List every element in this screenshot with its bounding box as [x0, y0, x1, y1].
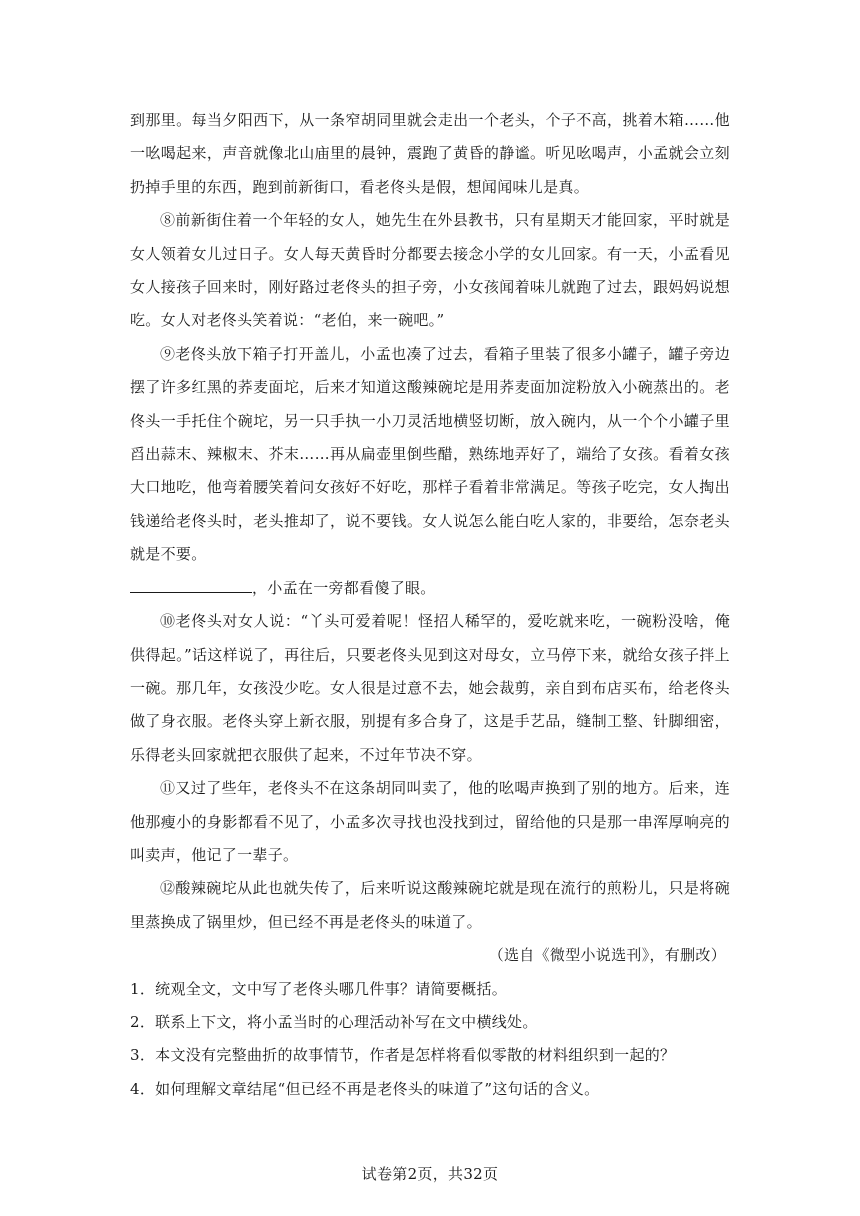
question-4: 4．如何理解文章结尾“但已经不再是老佟头的味道了”这句话的含义。 — [130, 1079, 600, 1098]
paragraph-11: ⑪又过了些年，老佟头不在这条胡同叫卖了，他的吆喝声换到了别的地方。后来，连他那瘦小的身影都看不见了，小孟多次寻找也没找到过，留给他的只是那一串浑厚响亮的叫卖声，他记了一辈子。 — [130, 779, 730, 864]
answer-blank-line[interactable] — [130, 574, 252, 593]
question-1: 1．统观全文，文中写了老佟头哪几件事？请简要概括。 — [130, 979, 508, 998]
question-3: 3．本文没有完整曲折的故事情节，作者是怎样将看似零散的材料组织到一起的？ — [130, 1046, 676, 1065]
source-citation: （选自《微型小说选刊》，有删改） — [488, 946, 726, 965]
paragraph-9-text: ⑨老佟头放下箱子打开盖儿，小孟也凑了过去，看箱子里装了很多小罐子，罐子旁边摆了许多红黑的荞麦面坨，后来才知道这酸辣碗坨是用荞麦面加淀粉放入小碗蒸出的。老佟头一手托住个碗坨，另一只手执一小刀灵活地横竖切断，放入碗内，从一个个小罐子里舀出蒜末、辣椒末、芥末……再从扁壶里倒些醋，熟练地弄好了，端给了女孩。看着女孩大口地吃，他弯着腰笑着问女孩好不好吃，那样子看着非常满足。等孩子吃完，女人掏出钱递给老佟头时，老头推却了，说不要钱。女人说怎么能白吃人家的，非要给，怎奈老头就是不要。 — [130, 344, 730, 564]
paragraph-9 — [130, 338, 730, 605]
page-footer: 试卷第2页，共32页 — [361, 1165, 499, 1183]
paragraph-10: ⑩老佟头对女人说：“丫头可爱着呢！怪招人稀罕的，爱吃就来吃，一碗粉没啥，俺供得起。”话这样说了，再往后，只要老佟头见到这对母女，立马停下来，就给女孩子拌上一碗。那几年，女孩没少吃。女人很是过意不去，她会裁剪，亲自到布店买布，给老佟头做了身衣服。老佟头穿上新衣服，别提有多合身了，这是手艺品，缝制工整、针脚细密，乐得老头回家就把衣服供了起来，不过年节决不穿。 — [130, 612, 730, 764]
paragraph-12: ⑫酸辣碗坨从此也就失传了，后来听说这酸辣碗坨就是现在流行的煎粉儿，只是将碗里蒸换成了锅里炒，但已经不再是老佟头的味道了。 — [130, 879, 730, 931]
paragraph-continued: 到那里。每当夕阳西下，从一条窄胡同里就会走出一个老头，个子不高，挑着木箱……他一吆喝起来，声音就像北山庙里的晨钟，震跑了黄昏的静谧。听见吆喝声，小孟就会立刻扔掉手里的东西，跑到前新街口，看老佟头是假，想闻闻味儿是真。 — [130, 111, 730, 196]
passage-body — [130, 104, 730, 1106]
paragraph-9-tail: ，小孟在一旁都看傻了眼。 — [252, 578, 436, 597]
question-2: 2．联系上下文，将小孟当时的心理活动补写在文中横线处。 — [130, 1012, 538, 1031]
paragraph-8: ⑧前新街住着一个年轻的女人，她先生在外县教书，只有星期天才能回家，平时就是女人领着女儿过日子。女人每天黄昏时分都要去接念小学的女儿回家。有一天，小孟看见女人接孩子回来时，刚好路过老佟头的担子旁，小女孩闻着味儿就跑了过去，跟妈妈说想吃。女人对老佟头笑着说：“老伯，来一碗吧。” — [130, 211, 730, 330]
